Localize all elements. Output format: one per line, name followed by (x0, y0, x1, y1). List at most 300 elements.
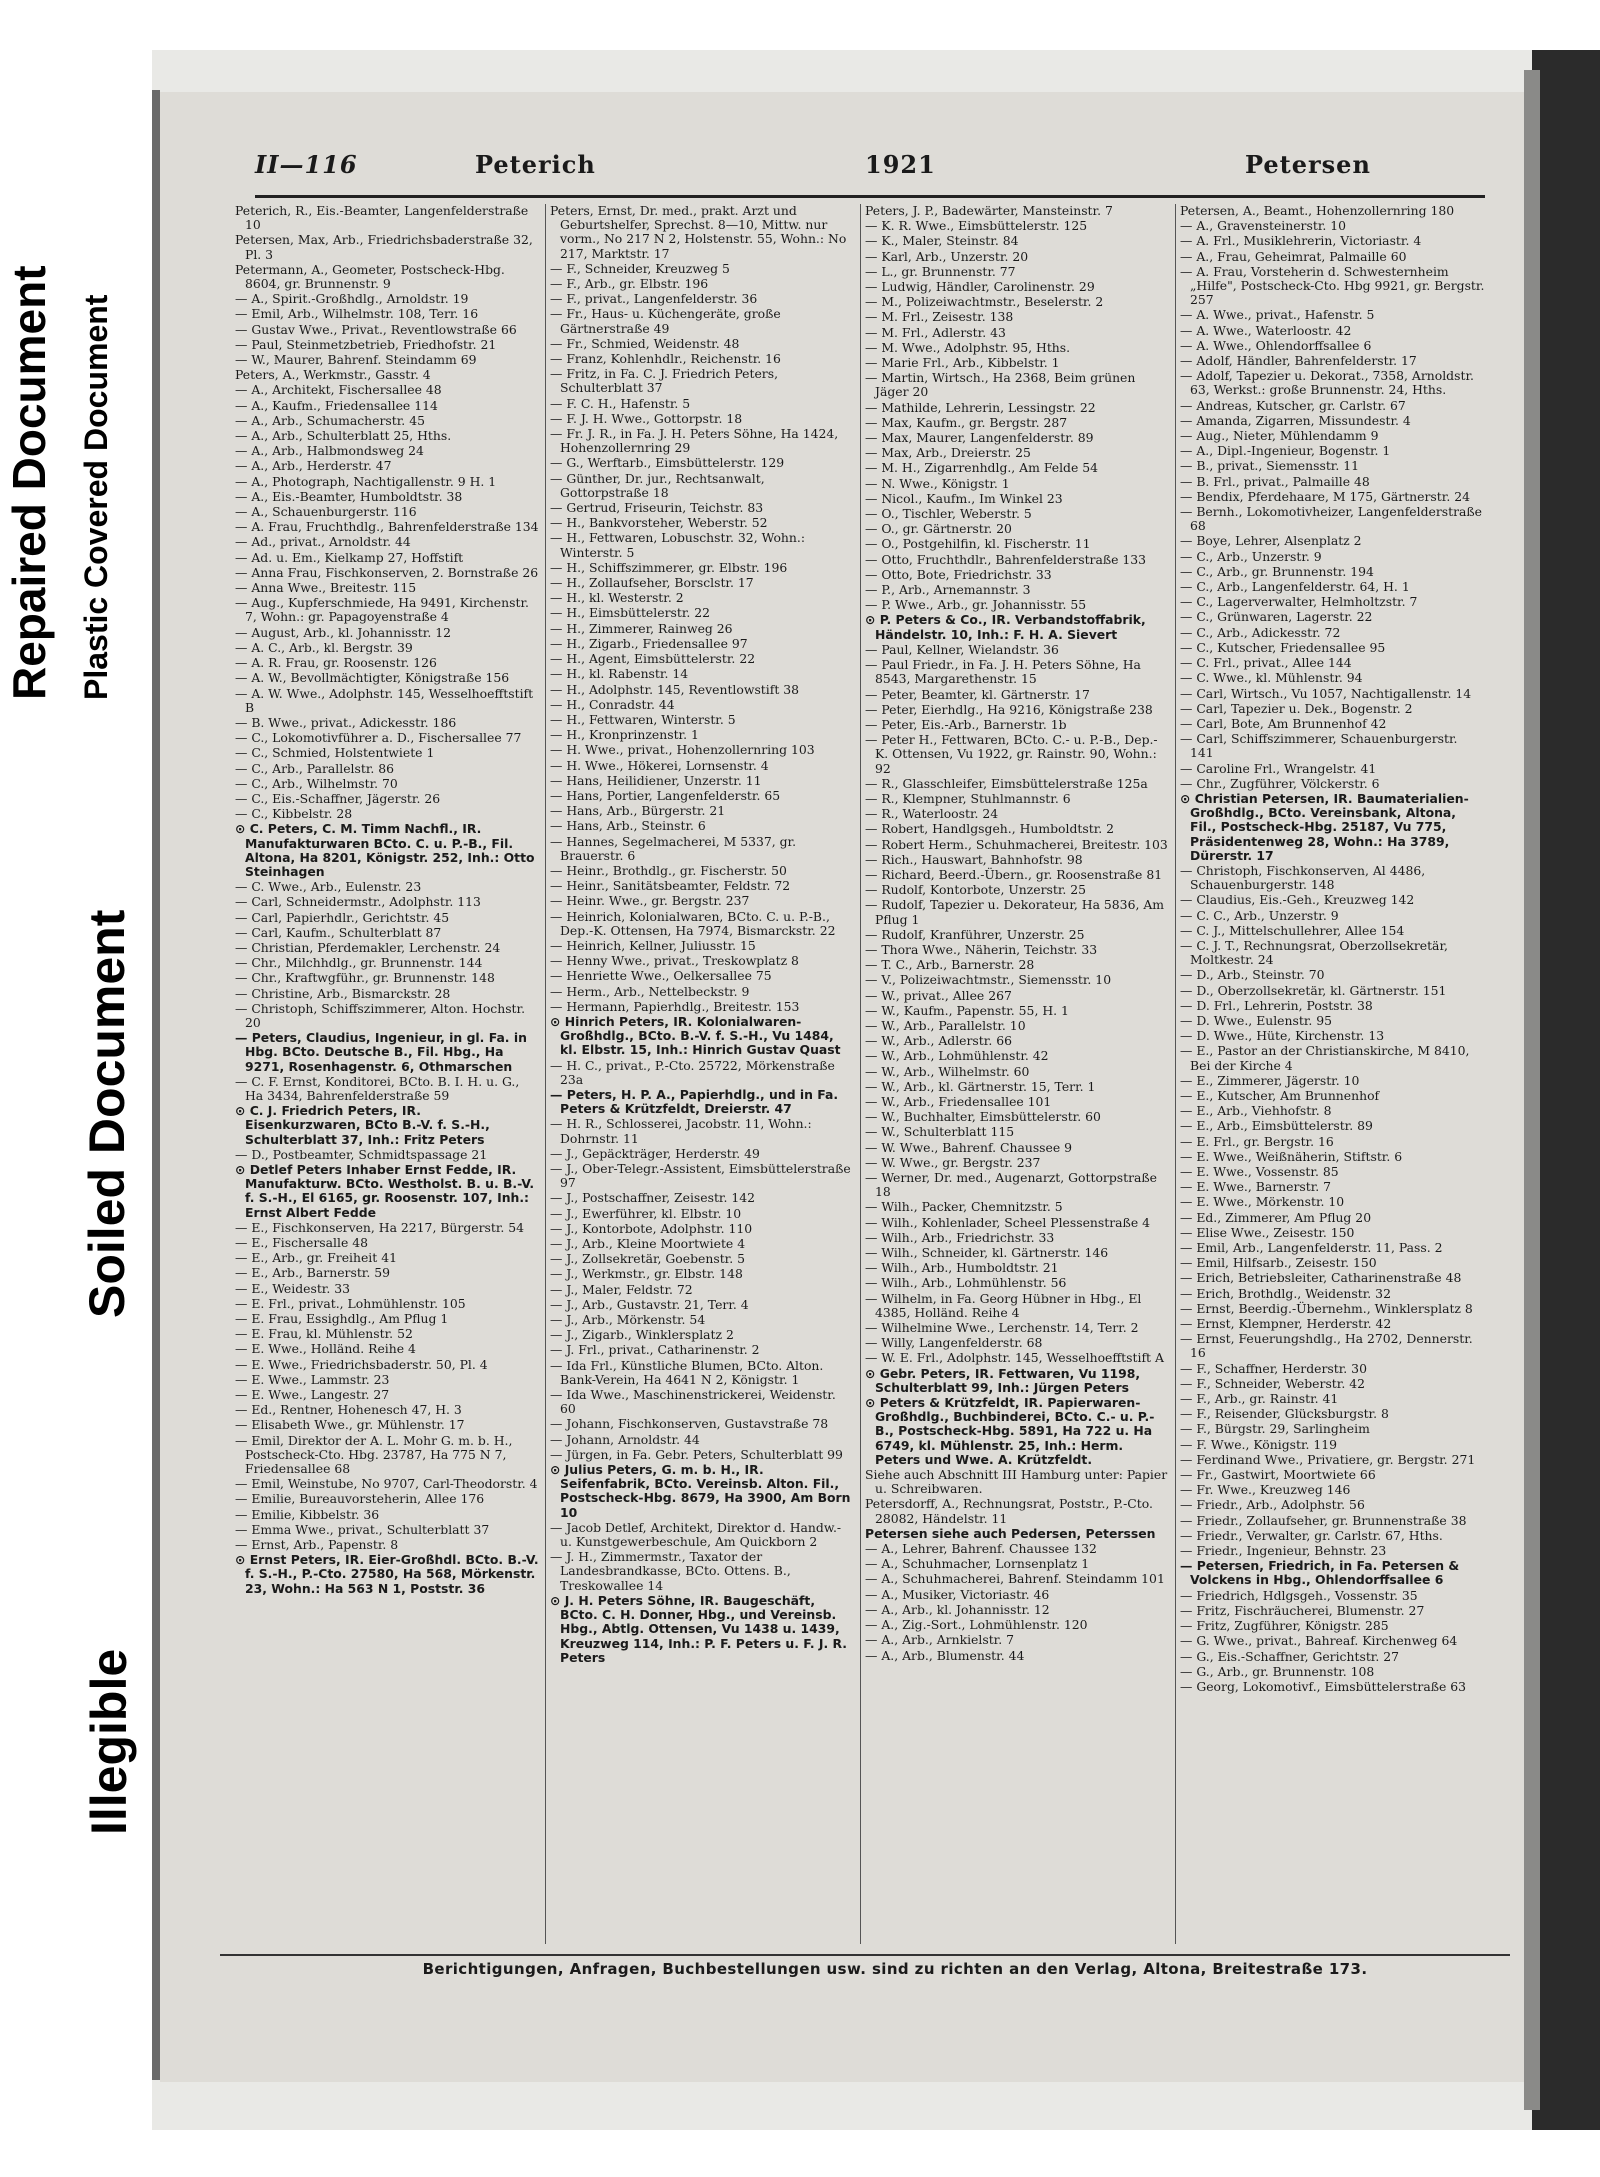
directory-entry: — H., Bankvorsteher, Weberstr. 52 (550, 515, 768, 531)
directory-entry: — Aug., Nieter, Mühlendamm 9 (1180, 428, 1379, 444)
directory-entry: — Günther, Dr. jur., Rechtsanwalt, Gottorpstraße 18 (550, 470, 765, 500)
directory-entry: — C., Eis.-Schaffner, Jägerstr. 26 (235, 790, 441, 806)
directory-entry: — W., Arb., Friedensallee 101 (865, 1093, 1052, 1109)
directory-entry: — Friedr., Verwalter, gr. Carlstr. 67, Hths. (1180, 1527, 1443, 1543)
directory-entry: — D., Oberzollsekretär, kl. Gärtnerstr. 151 (1180, 982, 1447, 998)
directory-entry: — Elisabeth Wwe., gr. Mühlenstr. 17 (235, 1417, 465, 1433)
directory-entry: — Henny Wwe., privat., Treskowplatz 8 (550, 953, 799, 969)
directory-entry: — Ida Wwe., Maschinenstrickerei, Weidenstr. 60 (550, 1387, 836, 1417)
directory-entry: — H., Conradstr. 44 (550, 696, 675, 712)
directory-entry: — H., Schiffszimmerer, gr. Elbstr. 196 (550, 559, 788, 575)
directory-entry: — Bernh., Lokomotivheizer, Langenfelderstraße 68 (1180, 504, 1483, 534)
directory-entry: — J., Arb., Gustavstr. 21, Terr. 4 (550, 1296, 749, 1312)
directory-entry: — Chr., Kraftwgführ., gr. Brunnenstr. 148 (235, 970, 495, 986)
directory-entry: — H., Fettwaren, Lobuschstr. 32, Wohn.: Winterstr. 5 (550, 530, 805, 560)
directory-entry: ⊙ Christian Petersen, IR. Baumaterialien-Großhdlg., BCto. Vereinsbank, Altona, Fil., Postscheck-Hbg. 25187, Vu 775, Präsidentenweg 28, Wohn.: Ha 3789, Dürerstr. 17 (1180, 790, 1469, 863)
directory-entry: Petersdorff, A., Rechnungsrat, Poststr., P.-Cto. 28082, Händelstr. 11 (865, 1496, 1153, 1526)
directory-entry: — J., Postschaffner, Zeisestr. 142 (550, 1190, 756, 1206)
directory-entry: — J., Ober-Telegr.-Assistent, Eimsbüttelerstraße 97 (550, 1161, 851, 1191)
directory-entry: — Johann, Arnoldstr. 44 (550, 1431, 700, 1447)
directory-entry: — J., Maler, Feldstr. 72 (550, 1281, 693, 1297)
directory-entry: — H., Zollaufseher, Borsclstr. 17 (550, 575, 754, 591)
directory-entry: — A. W., Bevollmächtigter, Königstraße 156 (235, 670, 510, 686)
directory-entry: — Otto, Bote, Friedrichstr. 33 (865, 566, 1052, 582)
directory-entry: — F., Schaffner, Herderstr. 30 (1180, 1360, 1367, 1376)
directory-entry: ⊙ Hinrich Peters, IR. Kolonialwaren-Großhdlg., BCto. B.-V. f. S.-H., Vu 1484, kl. Elbstr. 15, Inh.: Hinrich Gustav Quast (550, 1013, 841, 1058)
directory-entry: — A., Photograph, Nachtigallenstr. 9 H. 1 (235, 473, 497, 489)
directory-entry: — C., Kibbelstr. 28 (235, 806, 353, 822)
directory-entry: — Emil, Weinstube, No 9707, Carl-Theodorstr. 4 (235, 1476, 538, 1492)
directory-entry: — Ed., Rentner, Hohenesch 47, H. 3 (235, 1402, 462, 1418)
directory-entry: — Amanda, Zigarren, Missundestr. 4 (1180, 412, 1411, 428)
directory-entry: Petermann, A., Geometer, Postscheck-Hbg. 8604, gr. Brunnenstr. 9 (235, 261, 505, 292)
directory-entry: — A., Arb., Schumacherstr. 45 (235, 412, 425, 428)
directory-entry: ⊙ Julius Peters, G. m. b. H., IR. Seifenfabrik, BCto. Vereinsb. Alton. Fil., Postscheck-Hbg. 8679, Ha 3900, Am Born 10 (550, 1462, 851, 1520)
directory-entry: Peterich, R., Eis.-Beamter, Langenfelderstraße 10 (235, 204, 529, 233)
directory-entry: — M., Polizeiwachtmstr., Beselerstr. 2 (865, 294, 1104, 310)
directory-entry: — E., Weidestr. 33 (235, 1280, 351, 1296)
directory-entry: — Wilh., Schneider, kl. Gärtnerstr. 146 (865, 1245, 1109, 1261)
directory-entry: — Karl, Arb., Unzerstr. 20 (865, 248, 1029, 264)
directory-entry: — C. Wwe., kl. Mühlenstr. 94 (1180, 670, 1363, 686)
header-rule (255, 195, 1485, 198)
directory-entry: ⊙ Gebr. Peters, IR. Fettwaren, Vu 1198, Schulterblatt 99, Inh.: Jürgen Peters (865, 1365, 1141, 1395)
directory-entry: — J., Ewerführer, kl. Elbstr. 10 (550, 1205, 742, 1221)
directory-entry: — F., Arb., gr. Elbstr. 196 (550, 276, 709, 292)
directory-entry: — A. W. Wwe., Adolphstr. 145, Wesselhoefftstift B (235, 685, 534, 715)
directory-entry: — Herm., Arb., Nettelbeckstr. 9 (550, 983, 750, 999)
directory-entry: — Otto, Fruchthdlr., Bahrenfelderstraße 133 (865, 551, 1147, 567)
directory-entry: — C., Kutscher, Friedensallee 95 (1180, 639, 1386, 655)
directory-entry: — E. Wwe., Friedrichsbaderstr. 50, Pl. 4 (235, 1356, 488, 1372)
directory-entry: — Paul, Kellner, Wielandstr. 36 (865, 641, 1059, 657)
directory-entry: — Carl, Schiffszimmerer, Schauenburgerstr. 141 (1180, 731, 1458, 761)
book-binding (1532, 50, 1600, 2130)
directory-entry: — Claudius, Eis.-Geh., Kreuzweg 142 (1180, 892, 1415, 908)
directory-entry: — Robert, Handlgsgeh., Humboldtstr. 2 (865, 821, 1115, 837)
directory-entry: ⊙ P. Peters & Co., IR. Verbandstoffabrik, Händelstr. 10, Inh.: F. H. A. Sievert (865, 612, 1146, 642)
directory-entry: — Thora Wwe., Näherin, Teichstr. 33 (865, 941, 1098, 957)
header-right-name: Petersen (1245, 150, 1371, 179)
directory-entry: — Hans, Portier, Langenfelderstr. 65 (550, 787, 781, 803)
directory-entry: — W., Schulterblatt 115 (865, 1124, 1015, 1140)
directory-entry: — Petersen, Friedrich, in Fa. Petersen & Volckens in Hbg., Ohlendorffsallee 6 (1180, 1558, 1460, 1588)
directory-entry: — F., Schneider, Kreuzweg 5 (550, 260, 730, 276)
directory-entry: — E., Arb., gr. Freiheit 41 (235, 1250, 397, 1266)
directory-entry: — C., Arb., Langenfelderstr. 64, H. 1 (1180, 579, 1410, 595)
directory-entry: — F. Wwe., Königstr. 119 (1180, 1436, 1338, 1452)
directory-entry: — Fr. Wwe., Kreuzweg 146 (1180, 1482, 1351, 1498)
tag-illegible: Illegible (81, 1648, 137, 1835)
directory-entry: — C., Lokomotivführer a. D., Fischersallee 77 (235, 730, 522, 746)
directory-entry: — R., Waterloostr. 24 (865, 806, 999, 822)
directory-entry: — W. Wwe., gr. Bergstr. 237 (865, 1154, 1041, 1170)
directory-entry: ⊙ Ernst Peters, IR. Eier-Großhdl. BCto. B.-V. f. S.-H., P.-Cto. 27580, Ha 568, Mörkenstr. 23, Wohn.: Ha 563 N 1, Poststr. 36 (235, 1552, 539, 1596)
directory-entry: — F. J. H. Wwe., Gottorpstr. 18 (550, 410, 743, 426)
directory-entry: — Fritz, in Fa. C. J. Friedrich Peters, Schulterblatt 37 (550, 366, 779, 396)
scanned-page (152, 50, 1600, 2130)
directory-entry: — H., Adolphstr. 145, Reventlowstift 38 (550, 681, 800, 697)
directory-entry: — C. F. Ernst, Konditorei, BCto. B. I. H. u. G., Ha 3434, Bahrenfelderstraße 59 (235, 1073, 520, 1103)
directory-entry: — B. Frl., privat., Palmaille 48 (1180, 473, 1370, 489)
directory-entry: — H., kl. Westerstr. 2 (550, 590, 684, 606)
directory-entry: Peters, J. P., Badewärter, Mansteinstr. 7 (865, 204, 1113, 218)
directory-column-3 (865, 204, 1170, 1944)
directory-entry: — Jürgen, in Fa. Gebr. Peters, Schulterblatt 99 (550, 1446, 843, 1462)
directory-entry: — Max, Maurer, Langenfelderstr. 89 (865, 430, 1094, 446)
directory-entry: — Ernst, Arb., Papenstr. 8 (235, 1537, 399, 1553)
directory-entry: — Rudolf, Kontorbote, Unzerstr. 25 (865, 882, 1087, 898)
directory-entry: — A. Frl., Musiklehrerin, Victoriastr. 4 (1180, 233, 1422, 249)
directory-entry: — M. H., Zigarrenhdlg., Am Felde 54 (865, 460, 1099, 476)
directory-entry: — Emilie, Kibbelstr. 36 (235, 1506, 380, 1522)
directory-entry: — H., Fettwaren, Winterstr. 5 (550, 711, 736, 727)
directory-entry: — F. C. H., Hafenstr. 5 (550, 395, 691, 411)
directory-entry: — A., Frau, Geheimrat, Palmaille 60 (1180, 248, 1407, 264)
directory-entry: — W., Arb., Adlerstr. 66 (865, 1033, 1012, 1049)
publisher-footer: Berichtigungen, Anfragen, Buchbestellungen usw. sind zu richten an den Verlag, Altona, Breitestraße 173. (422, 1960, 1368, 1978)
directory-entry: — Carl, Bote, Am Brunnenhof 42 (1180, 715, 1387, 731)
directory-entry: — Wilhelm, in Fa. Georg Hübner in Hbg., El 4385, Holländ. Reihe 4 (865, 1290, 1142, 1320)
directory-entry: — W., privat., Allee 267 (865, 987, 1012, 1003)
directory-entry: — Elise Wwe., Zeisestr. 150 (1180, 1224, 1355, 1240)
directory-entry: — E., Fischkonserven, Ha 2217, Bürgerstr. 54 (235, 1219, 525, 1235)
directory-entry: — Heinrich, Kolonialwaren, BCto. C. u. P.-B., Dep.-K. Ottensen, Ha 7974, Bismarckstr. 22 (550, 908, 836, 938)
directory-entry: — August, Arb., kl. Johannisstr. 12 (235, 624, 451, 640)
directory-entry: — Friedr., Zollaufseher, gr. Brunnenstraße 38 (1180, 1512, 1467, 1528)
directory-entry: — E. Frl., gr. Bergstr. 16 (1180, 1133, 1334, 1149)
directory-entry: — A., Kaufm., Friedensallee 114 (235, 397, 438, 413)
directory-entry: — A., Dipl.-Ingenieur, Bogenstr. 1 (1180, 443, 1391, 459)
directory-entry: — R., Glasschleifer, Eimsbüttelerstraße 125a (865, 775, 1148, 791)
header-left-name: Peterich (475, 150, 596, 179)
directory-entry: — Heinr. Wwe., gr. Bergstr. 237 (550, 893, 750, 909)
directory-entry: — E., Fischersalle 48 (235, 1235, 368, 1251)
directory-column-4 (1180, 204, 1485, 1944)
directory-entry: — A. Wwe., Ohlendorffsallee 6 (1180, 337, 1372, 353)
directory-entry: — Wilh., Arb., Lohmühlenstr. 56 (865, 1275, 1067, 1291)
directory-entry: — A., Lehrer, Bahrenf. Chaussee 132 (865, 1541, 1097, 1557)
directory-entry: — Georg, Lokomotivf., Eimsbüttelerstraße 63 (1180, 1678, 1467, 1694)
directory-entry: — Nicol., Kaufm., Im Winkel 23 (865, 490, 1063, 506)
directory-entry: — Chr., Zugführer, Völckerstr. 6 (1180, 775, 1380, 791)
directory-entry: — C., Arb., Unzerstr. 9 (1180, 548, 1322, 564)
directory-entry: — Max, Kaufm., gr. Bergstr. 287 (865, 414, 1068, 430)
directory-entry: — Christian, Pferdemakler, Lerchenstr. 24 (235, 939, 501, 955)
directory-entry: — Rudolf, Kranführer, Unzerstr. 25 (865, 926, 1085, 942)
directory-entry: — L., gr. Brunnenstr. 77 (865, 263, 1016, 279)
directory-entry: — Boye, Lehrer, Alsenplatz 2 (1180, 533, 1362, 549)
directory-entry: — E. Wwe., Holländ. Reihe 4 (235, 1341, 416, 1357)
directory-entry: — C., Arb., Parallelstr. 86 (235, 760, 395, 776)
directory-entry: — J., Arb., Kleine Moortwiete 4 (550, 1236, 746, 1252)
directory-entry: — Ad., privat., Arnoldstr. 44 (235, 534, 411, 550)
directory-entry: — Peter, Beamter, kl. Gärtnerstr. 17 (865, 686, 1090, 702)
directory-entry: — J., Zollsekretär, Goebenstr. 5 (550, 1251, 745, 1267)
directory-entry: — C. Wwe., Arb., Eulenstr. 23 (235, 879, 422, 895)
directory-entry: — W., Arb., Lohmühlenstr. 42 (865, 1048, 1049, 1064)
directory-entry: — D. Frl., Lehrerin, Poststr. 38 (1180, 997, 1373, 1013)
directory-entry: — Johann, Fischkonserven, Gustavstraße 78 (550, 1416, 829, 1432)
directory-entry: — W., Arb., kl. Gärtnerstr. 15, Terr. 1 (865, 1078, 1096, 1094)
directory-entry: — H. C., privat., P.-Cto. 25722, Mörkenstraße 23a (550, 1057, 835, 1087)
directory-entry: — C., Grünwaren, Lagerstr. 22 (1180, 609, 1373, 625)
directory-entry: — A., Schuhmacher, Lornsenplatz 1 (865, 1556, 1090, 1572)
directory-entry: — Erich, Betriebsleiter, Catharinenstraße 48 (1180, 1270, 1462, 1286)
directory-entry: — Peter, Eis.-Arb., Barnerstr. 1b (865, 716, 1067, 732)
tag-repaired-document: Repaired Document (3, 265, 55, 700)
directory-entry: — Marie Frl., Arb., Kibbelstr. 1 (865, 355, 1060, 371)
directory-entry: — Rich., Hauswart, Bahnhofstr. 98 (865, 851, 1083, 867)
directory-entry: — Gustav Wwe., Privat., Reventlowstraße 66 (235, 321, 517, 337)
directory-entry: — Fr., Haus- u. Küchengeräte, große Gärtnerstraße 49 (550, 306, 781, 336)
directory-entry: — Andreas, Kutscher, gr. Carlstr. 67 (1180, 397, 1406, 413)
directory-entry: — Carl, Schneidermstr., Adolphstr. 113 (235, 894, 481, 910)
page-header (255, 150, 1500, 190)
directory-entry: — E. Wwe., Mörkenstr. 10 (1180, 1194, 1345, 1210)
directory-entry: — F., Arb., gr. Rainstr. 41 (1180, 1391, 1339, 1407)
directory-entry: — E. Wwe., Weißnäherin, Stiftstr. 6 (1180, 1148, 1403, 1164)
directory-entry: Petersen, A., Beamt., Hohenzollernring 180 (1180, 204, 1455, 218)
directory-entry: — Willy, Langenfelderstr. 68 (865, 1335, 1043, 1351)
directory-entry: — F., Schneider, Weberstr. 42 (1180, 1375, 1365, 1391)
directory-entry: — Fr., Schmied, Weidenstr. 48 (550, 335, 740, 351)
directory-entry: — Richard, Beerd.-Übern., gr. Roosenstraße 81 (865, 866, 1163, 882)
directory-entry: — Peter, Eierhdlg., Ha 9216, Königstraße 238 (865, 701, 1153, 717)
directory-entry: — J., Kontorbote, Adolphstr. 110 (550, 1220, 753, 1236)
directory-entry: — H. Wwe., Hökerei, Lornsenstr. 4 (550, 757, 769, 773)
directory-entry: — D. Wwe., Eulenstr. 95 (1180, 1012, 1333, 1028)
directory-entry: — A., Arb., Halbmondsweg 24 (235, 443, 424, 459)
directory-entry: — E. Wwe., Lammstr. 23 (235, 1371, 390, 1387)
directory-entry: — Max, Arb., Dreierstr. 25 (865, 445, 1031, 461)
directory-entry: ⊙ C. Peters, C. M. Timm Nachfl., IR. Manufakturwaren BCto. C. u. P.-B., Fil. Altona, Ha 8201, Königstr. 252, Inh.: Otto Steinhagen (235, 821, 535, 879)
directory-entry: — Anna Wwe., Breitestr. 115 (235, 580, 417, 596)
directory-entry: — W. Wwe., Bahrenf. Chaussee 9 (865, 1139, 1073, 1155)
directory-entry: ⊙ Detlef Peters Inhaber Ernst Fedde, IR. Manufakturw. BCto. Westholst. B. u. B.-V. f. S.-H., El 6165, gr. Roosenstr. 107, Inh.: Ernst Albert Fedde (235, 1162, 535, 1220)
directory-entry: — E., Zimmerer, Jägerstr. 10 (1180, 1072, 1360, 1088)
directory-entry: — Emma Wwe., privat., Schulterblatt 37 (235, 1521, 490, 1537)
directory-entry: — Bendix, Pferdehaare, M 175, Gärtnerstr. 24 (1180, 488, 1470, 504)
directory-entry: — Ernst, Feuerungshdlg., Ha 2702, Dennerstr. 16 (1180, 1331, 1473, 1361)
directory-entry: — Hans, Arb., Bürgerstr. 21 (550, 803, 726, 819)
tag-plastic-covered-document: Plastic Covered Document (78, 294, 114, 700)
directory-column-2 (550, 204, 855, 1944)
directory-entry: — M. Wwe., Adolphstr. 95, Hths. (865, 339, 1071, 355)
directory-entry: — K. R. Wwe., Eimsbüttelerstr. 125 (865, 218, 1088, 234)
directory-entry: — J. Frl., privat., Catharinenstr. 2 (550, 1342, 760, 1358)
directory-entry: — C., Schmied, Holstentwiete 1 (235, 745, 435, 761)
directory-entry: — Ida Frl., Künstliche Blumen, BCto. Alton. Bank-Verein, Ha 4641 N 2, Königstr. 1 (550, 1357, 824, 1387)
directory-entry: — Martin, Wirtsch., Ha 2368, Beim grünen Jäger 20 (865, 370, 1136, 400)
directory-entry: — Carl, Papierhdlr., Gerichtstr. 45 (235, 909, 450, 925)
directory-entry: — A. R. Frau, gr. Roosenstr. 126 (235, 655, 437, 671)
tag-soiled-document: Soiled Document (79, 909, 135, 1318)
directory-entry: — Emil, Direktor der A. L. Mohr G. m. b. H., Postscheck-Cto. Hbg. 23787, Ha 775 N 7, Friedensallee 68 (235, 1432, 513, 1477)
directory-entry: — E. Frau, kl. Mühlenstr. 52 (235, 1326, 413, 1342)
directory-entry: — Christoph, Schiffszimmerer, Alton. Hochstr. 20 (235, 1000, 526, 1030)
directory-entry: — Ferdinand Wwe., Privatiere, gr. Bergstr. 271 (1180, 1451, 1476, 1467)
directory-columns (235, 204, 1505, 1944)
column-divider (860, 204, 861, 1944)
directory-entry: — Adolf, Tapezier u. Dekorat., 7358, Arnoldstr. 63, Werkst.: große Brunnenstr. 24, Hths. (1180, 368, 1474, 398)
directory-entry: — A., Schuhmacherei, Bahrenf. Steindamm 101 (865, 1571, 1165, 1587)
directory-entry: — C., Arb., gr. Brunnenstr. 194 (1180, 563, 1374, 579)
directory-entry: — Heinr., Sanitätsbeamter, Feldstr. 72 (550, 878, 791, 894)
directory-entry: — Peters, H. P. A., Papierhdlg., und in Fa. Peters & Krützfeldt, Dreierstr. 47 (550, 1086, 839, 1117)
directory-entry: — A., Arb., Schulterblatt 25, Hths. (235, 428, 452, 444)
directory-column-1 (235, 204, 540, 1944)
directory-entry: — A., Eis.-Beamter, Humboldtstr. 38 (235, 488, 463, 504)
directory-entry: — B. Wwe., privat., Adickesstr. 186 (235, 714, 457, 730)
column-divider (1175, 204, 1176, 1944)
directory-entry: — H., Zigarb., Friedensallee 97 (550, 635, 748, 651)
directory-entry: — C. J., Mittelschullehrer, Allee 154 (1180, 922, 1405, 938)
directory-entry: — E., Arb., Viehhofstr. 8 (1180, 1103, 1332, 1119)
directory-entry: — E. Wwe., Barnerstr. 7 (1180, 1179, 1332, 1195)
directory-entry: — Ludwig, Händler, Carolinenstr. 29 (865, 279, 1095, 295)
directory-entry: — P., Arb., Arnemannstr. 3 (865, 582, 1031, 598)
directory-entry: Peters, A., Werkmstr., Gasstr. 4 (235, 367, 431, 383)
directory-entry: — A., Musiker, Victoriastr. 46 (865, 1586, 1050, 1602)
directory-entry: — Gertrud, Friseurin, Teichstr. 83 (550, 500, 764, 516)
directory-entry: — Fr. J. R., in Fa. J. H. Peters Söhne, Ha 1424, Hohenzollernring 29 (550, 426, 839, 456)
directory-entry: — H. Wwe., privat., Hohenzollernring 103 (550, 742, 815, 758)
directory-entry: — Werner, Dr. med., Augenarzt, Gottorpstraße 18 (865, 1170, 1158, 1200)
directory-entry: — Paul, Steinmetzbetrieb, Friedhofstr. 21 (235, 336, 497, 352)
directory-entry: — Peters, Claudius, Ingenieur, in gl. Fa. in Hbg. BCto. Deutsche B., Fil. Hbg., Ha 9271, Rosenhagenstr. 6, Othmarschen (235, 1030, 527, 1074)
directory-entry: — T. C., Arb., Barnerstr. 28 (865, 957, 1035, 973)
directory-entry: — Fritz, Zugführer, Königstr. 285 (1180, 1618, 1389, 1634)
directory-entry: — W., Buchhalter, Eimsbüttelerstr. 60 (865, 1109, 1101, 1125)
directory-entry: — F., Reisender, Glücksburgstr. 8 (1180, 1406, 1389, 1422)
directory-entry: — B., privat., Siemensstr. 11 (1180, 458, 1359, 474)
directory-entry: — A., Schauenburgerstr. 116 (235, 504, 417, 520)
directory-entry: — A. Frau, Fruchthdlg., Bahrenfelderstraße 134 (235, 519, 539, 535)
page-number: II—116 (255, 150, 358, 179)
directory-entry: — E. Wwe., Langestr. 27 (235, 1387, 390, 1403)
directory-entry: Siehe auch Abschnitt III Hamburg unter: Papier u. Schreibwaren. (865, 1467, 1168, 1497)
directory-entry: — J., Arb., Mörkenstr. 54 (550, 1312, 706, 1328)
directory-entry: — W., Arb., Wilhelmstr. 60 (865, 1063, 1030, 1079)
directory-entry: — A., Arb., Arnkielstr. 7 (865, 1632, 1014, 1648)
directory-entry: — Henriette Wwe., Oelkersallee 75 (550, 968, 772, 984)
directory-entry: — A., Architekt, Fischersallee 48 (235, 382, 442, 398)
directory-entry: — Hans, Arb., Steinstr. 6 (550, 818, 706, 834)
directory-entry: — Emil, Arb., Langenfelderstr. 11, Pass. 2 (1180, 1240, 1443, 1256)
directory-entry: — M. Frl., Adlerstr. 43 (865, 324, 1006, 340)
directory-entry: Petersen siehe auch Pedersen, Peterssen (865, 1525, 1156, 1541)
directory-page (160, 92, 1540, 2082)
directory-entry: — E., Pastor an der Christianskirche, M 8410, Bei der Kirche 4 (1180, 1043, 1470, 1073)
directory-entry: — Wilhelmine Wwe., Lerchenstr. 14, Terr. 2 (865, 1320, 1139, 1336)
directory-entry: — K., Maler, Steinstr. 84 (865, 233, 1019, 249)
directory-entry: ⊙ C. J. Friedrich Peters, IR. Eisenkurzwaren, BCto B.-V. f. S.-H., Schulterblatt 37, Inh.: Fritz Peters (235, 1103, 490, 1147)
directory-entry: — Hannes, Segelmacherei, M 5337, gr. Brauerstr. 6 (550, 833, 797, 863)
directory-entry: — G., Arb., gr. Brunnenstr. 108 (1180, 1663, 1375, 1679)
directory-entry: — A., Arb., kl. Johannisstr. 12 (865, 1601, 1050, 1617)
directory-entry: — Anna Frau, Fischkonserven, 2. Bornstraße 26 (235, 564, 539, 580)
directory-entry: — A. Wwe., privat., Hafenstr. 5 (1180, 307, 1375, 323)
directory-entry: — H., Kronprinzenstr. 1 (550, 727, 699, 743)
directory-entry: — Ernst, Klempner, Herderstr. 42 (1180, 1316, 1392, 1332)
directory-entry: — O., gr. Gärtnerstr. 20 (865, 521, 1012, 537)
directory-entry: — E., Arb., Barnerstr. 59 (235, 1265, 391, 1281)
directory-entry: — D., Postbeamter, Schmidtspassage 21 (235, 1146, 488, 1162)
directory-entry: — Peter H., Fettwaren, BCto. C.- u. P.-B., Dep.-K. Ottensen, Vu 1922, gr. Rainstr. 90, Wohn.: 92 (865, 732, 1158, 776)
directory-entry: — Friedr., Arb., Adolphstr. 56 (1180, 1497, 1365, 1513)
directory-entry: Petersen, Max, Arb., Friedrichsbaderstraße 32, Pl. 3 (235, 232, 533, 262)
directory-entry: — O., Tischler, Weberstr. 5 (865, 506, 1032, 522)
directory-entry: — Heinr., Brothdlg., gr. Fischerstr. 50 (550, 862, 787, 878)
directory-entry: — D. Wwe., Hüte, Kirchenstr. 13 (1180, 1028, 1385, 1044)
directory-entry: — Franz, Kohlenhdlr., Reichenstr. 16 (550, 351, 781, 367)
directory-entry: — H., Zimmerer, Rainweg 26 (550, 620, 733, 636)
directory-entry: — Robert Herm., Schuhmacherei, Breitestr. 103 (865, 836, 1168, 852)
directory-entry: — W., Maurer, Bahrenf. Steindamm 69 (235, 352, 477, 368)
directory-entry: — Caroline Frl., Wrangelstr. 41 (1180, 760, 1377, 776)
document-condition-tags (0, 0, 150, 2177)
directory-entry: — C., Arb., Adickesstr. 72 (1180, 624, 1341, 640)
directory-entry: — W., Kaufm., Papenstr. 55, H. 1 (865, 1002, 1069, 1018)
directory-entry: — Ernst, Beerdig.-Übernehm., Winklersplatz 8 (1180, 1300, 1473, 1316)
directory-entry: — A. Frau, Vorsteherin d. Schwesternheim „Hilfe", Postscheck-Cto. Hbg 9921, gr. Bergstr. 257 (1180, 263, 1485, 308)
directory-entry: — Adolf, Händler, Bahrenfelderstr. 17 (1180, 353, 1417, 369)
directory-entry: — Hermann, Papierhdlg., Breitestr. 153 (550, 998, 800, 1014)
directory-entry: — Aug., Kupferschmiede, Ha 9491, Kirchenstr. 7, Wohn.: gr. Papagoyenstraße 4 (235, 595, 529, 625)
directory-entry: — C. Frl., privat., Allee 144 (1180, 655, 1352, 671)
directory-entry: — Emilie, Bureauvorsteherin, Allee 176 (235, 1491, 485, 1507)
directory-entry: — V., Polizeiwachtmstr., Siemensstr. 10 (865, 972, 1112, 988)
directory-entry: — Fr., Gastwirt, Moortwiete 66 (1180, 1467, 1376, 1483)
directory-entry: — A., Gravensteinerstr. 10 (1180, 218, 1347, 234)
directory-entry: — Carl, Kaufm., Schulterblatt 87 (235, 924, 442, 940)
directory-entry: — E. Frl., privat., Lohmühlenstr. 105 (235, 1295, 466, 1311)
directory-entry: — Chr., Milchhdlg., gr. Brunnenstr. 144 (235, 955, 483, 971)
directory-entry: — Wilh., Kohlenlader, Scheel Plessenstraße 4 (865, 1214, 1150, 1230)
directory-entry: — J., Gepäckträger, Herderstr. 49 (550, 1145, 760, 1161)
header-year: 1921 (865, 150, 936, 179)
directory-entry: — Jacob Detlef, Architekt, Direktor d. Handw.- u. Kunstgewerbeschule, Am Quickborn 2 (550, 1519, 842, 1550)
directory-entry: — N. Wwe., Königstr. 1 (865, 475, 1010, 491)
directory-entry: — A., Arb., Blumenstr. 44 (865, 1647, 1025, 1663)
directory-entry: — Emil, Arb., Wilhelmstr. 108, Terr. 16 (235, 306, 479, 322)
directory-entry: — Friedr., Ingenieur, Behnstr. 23 (1180, 1543, 1387, 1559)
directory-entry: — Ed., Zimmerer, Am Pflug 20 (1180, 1209, 1372, 1225)
directory-entry: — C. C., Arb., Unzerstr. 9 (1180, 907, 1339, 923)
page-edge (152, 90, 160, 2080)
directory-entry: — C., Lagerverwalter, Helmholtzstr. 7 (1180, 594, 1418, 610)
book-binding-edge (1524, 70, 1540, 2110)
directory-entry: — M. Frl., Zeisestr. 138 (865, 309, 1014, 325)
directory-entry: — Emil, Hilfsarb., Zeisestr. 150 (1180, 1255, 1377, 1271)
directory-entry: — D., Arb., Steinstr. 70 (1180, 967, 1325, 983)
directory-entry: — W., Arb., Parallelstr. 10 (865, 1017, 1026, 1033)
directory-entry: — W. E. Frl., Adolphstr. 145, Wesselhoefftstift A (865, 1350, 1164, 1366)
directory-entry: — E., Arb., Eimsbüttelerstr. 89 (1180, 1118, 1373, 1134)
directory-entry: — F., Bürgstr. 29, Sarlingheim (1180, 1421, 1370, 1437)
directory-entry: — Ad. u. Em., Kielkamp 27, Hoffstift (235, 549, 464, 565)
directory-entry: — H., kl. Rabenstr. 14 (550, 666, 689, 682)
directory-entry: — Christoph, Fischkonserven, Al 4486, Schauenburgerstr. 148 (1180, 862, 1426, 893)
directory-entry: — A. Wwe., Waterloostr. 42 (1180, 322, 1352, 338)
directory-entry: — C. J. T., Rechnungsrat, Oberzollsekretär, Moltkestr. 24 (1180, 937, 1448, 968)
directory-entry: — Hans, Heilidiener, Unzerstr. 11 (550, 772, 762, 788)
directory-entry: ⊙ J. H. Peters Söhne, IR. Baugeschäft, BCto. C. H. Donner, Hbg., und Vereinsb. Hbg., Abtlg. Ottensen, Vu 1438 u. 1439, Kreuzweg 114, Inh.: P. F. Peters u. F. J. R. Peters (550, 1592, 848, 1665)
directory-entry: — Rudolf, Tapezier u. Dekorateur, Ha 5836, Am Pflug 1 (865, 897, 1165, 927)
directory-entry: — Carl, Wirtsch., Vu 1057, Nachtigallenstr. 14 (1180, 685, 1472, 701)
directory-entry: — C., Arb., Wilhelmstr. 70 (235, 775, 398, 791)
